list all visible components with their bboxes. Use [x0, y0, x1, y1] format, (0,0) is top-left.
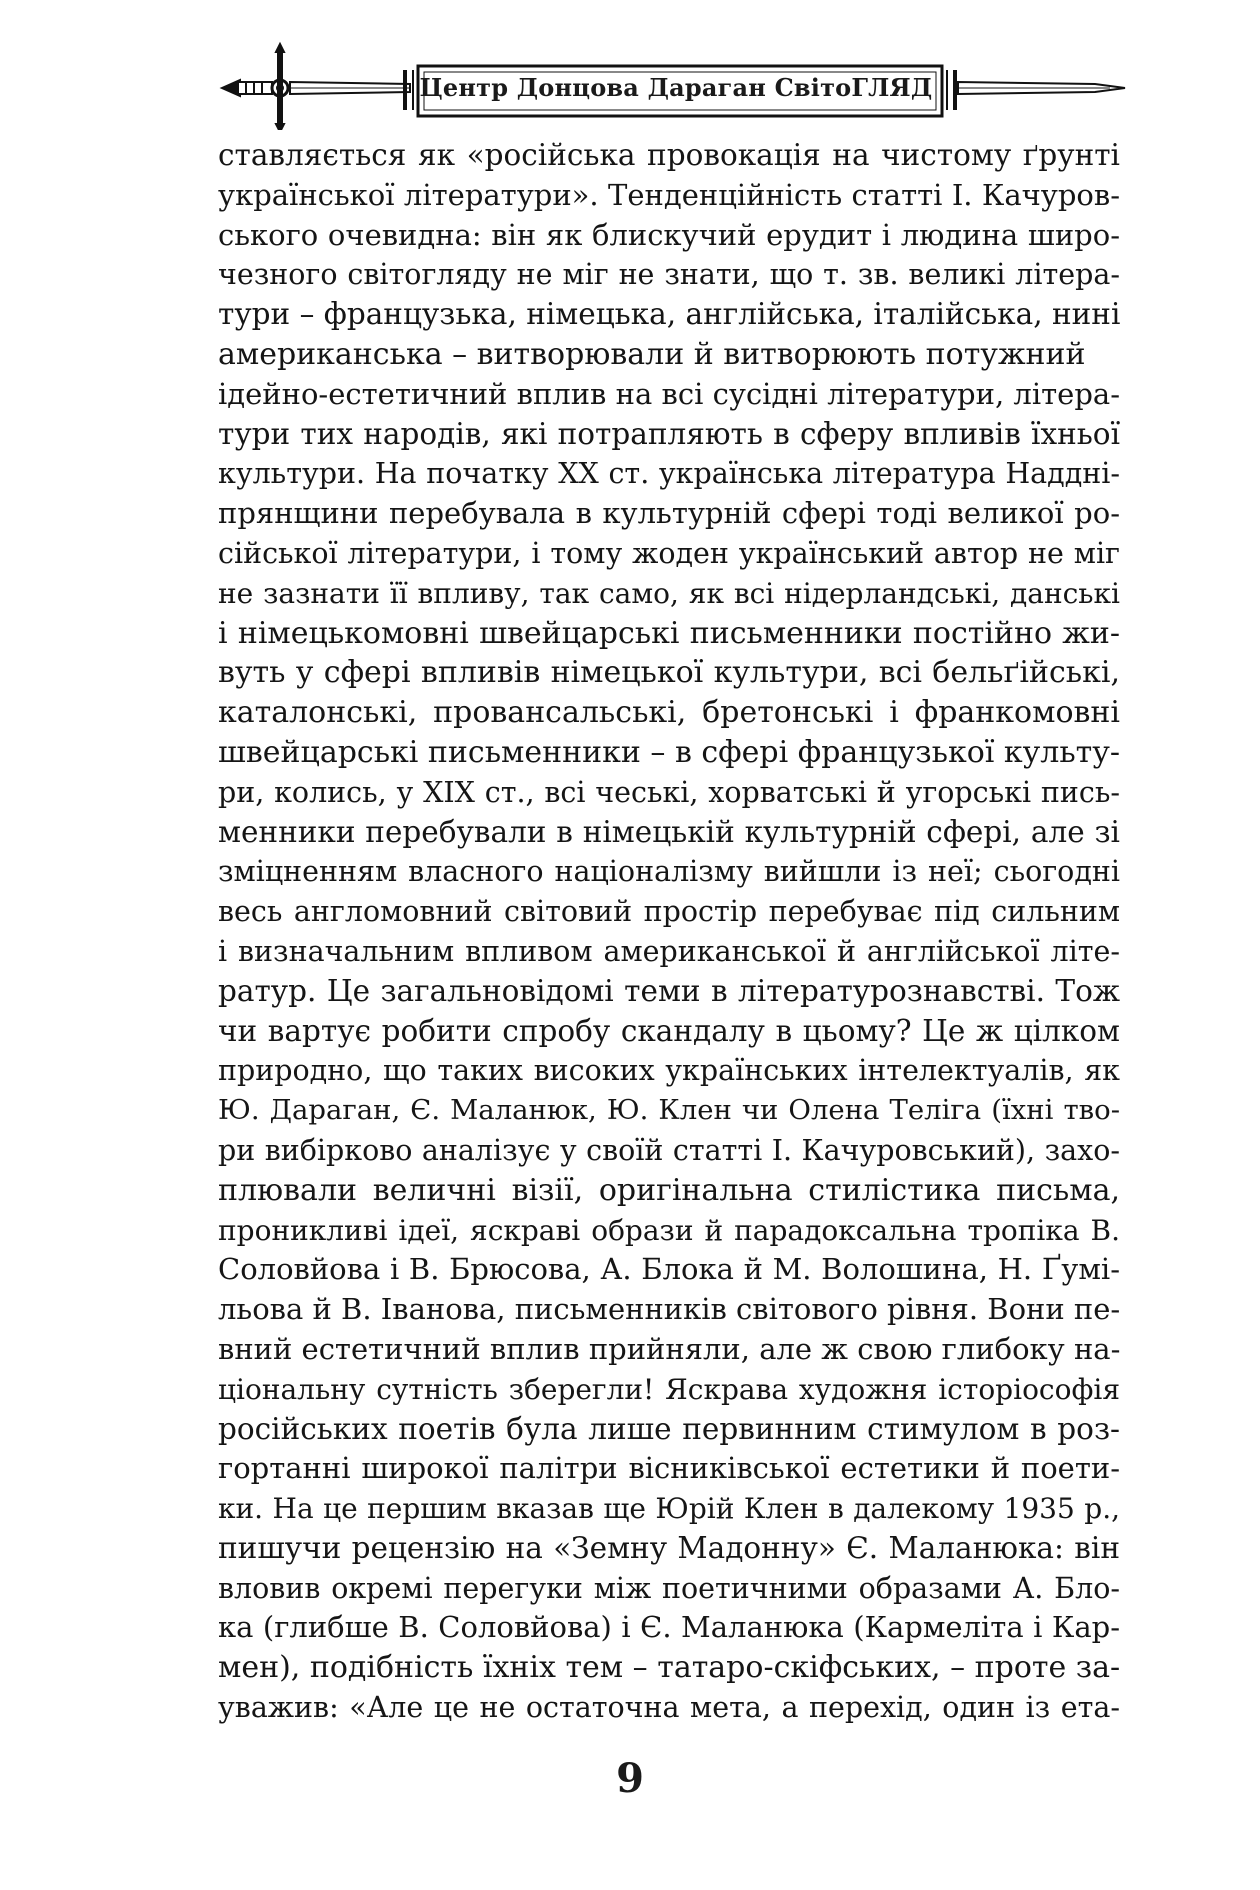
text-line: чезного світогляду не міг не знати, що т. зв. великі літера-: [218, 258, 1120, 292]
text-line: української літератури». Тенденційність статті І. Качуров-: [218, 177, 1120, 212]
text-line: пишучи рецензію на «Земну Мадонну» Є. Маланюка: він: [218, 1530, 1120, 1565]
text-line: тури тих народів, які потрапляють в сферу впливів їхньої: [218, 416, 1120, 451]
text-line: російських поетів була лише первинним стимулом в роз-: [218, 1411, 1120, 1446]
text-line: американська – витворювали й витворюють потужний: [218, 336, 1086, 372]
text-line: ри, колись, у XIX ст., всі чеські, хорватські й угорські пись-: [218, 775, 1120, 809]
text-line: вуть у сфері впливів німецької культури, всі бельґійські,: [218, 655, 1120, 691]
text-line: весь англомовний світовий простір перебуває під сильним: [218, 895, 1120, 929]
text-line: менники перебували в німецькій культурній сфері, але зі: [218, 814, 1120, 849]
text-line: льова й В. Іванова, письменників світового рівня. Вони пе-: [218, 1292, 1121, 1327]
text-line: вловив окремі перегуки між поетичними образами А. Бло-: [218, 1571, 1120, 1605]
text-line: сійської літератури, і тому жоден український автор не міг: [218, 536, 1120, 570]
text-line: ратур. Це загальновідомі теми в літературознавстві. Тож: [218, 973, 1120, 1008]
header-title: Центр Донцова Дараган СвітоГЛЯД: [419, 73, 933, 102]
text-line: ціональну сутність зберегли! Яскрава художня історіософія: [218, 1372, 1120, 1406]
text-line: ки. На це першим вказав ще Юрій Клен в далекому 1935 р.,: [218, 1492, 1120, 1526]
running-header: [0, 40, 1260, 130]
text-line: Соловйова і В. Брюсова, А. Блока й М. Волошина, Н. Ґумі-: [218, 1252, 1120, 1287]
text-line: ка (глибше В. Соловйова) і Є. Маланюка (Кармеліта і Кар-: [218, 1610, 1120, 1645]
text-line: ставляється як «російська провокація на чистому ґрунті: [218, 138, 1120, 172]
text-line: ського очевидна: він як блискучий ерудит і людина широ-: [218, 217, 1120, 252]
text-line: швейцарські письменники – в сфері французької культу-: [218, 734, 1121, 770]
text-line: ри вибірково аналізує у своїй статті І. Качуровський), захо-: [218, 1133, 1120, 1167]
text-line: гортанні широкої палітри вісниківської естетики й поети-: [218, 1451, 1120, 1486]
text-line: зміцненням власного націоналізму вийшли із неї; сьогодні: [218, 855, 1120, 889]
body-text: [218, 136, 1120, 1728]
page-number: 9: [616, 1755, 644, 1802]
text-line: Ю. Дараган, Є. Маланюк, Ю. Клен чи Олена Теліга (їхні тво-: [218, 1094, 1120, 1127]
sword-icon: [222, 44, 410, 130]
sword-icon: [958, 82, 1125, 94]
text-line: плювали величні візії, оригінальна стилістика письма,: [218, 1172, 1120, 1208]
text-line: мен), подібність їхніх тем – татаро-скіфських, – проте за-: [218, 1650, 1121, 1686]
text-line: вний естетичний вплив прийняли, але ж свою глибоку на-: [218, 1331, 1121, 1366]
text-line: природно, що таких високих українських інтелектуалів, як: [218, 1054, 1120, 1088]
text-line: і німецькомовні швейцарські письменники постійно жи-: [218, 615, 1120, 651]
text-line: культури. На початку XX ст. українська література Наддні-: [218, 457, 1120, 491]
text-line: не зазнати її впливу, так само, як всі нідерландські, данські: [218, 576, 1120, 610]
text-line: уважив: «Але це не остаточна мета, а перехід, один із ета-: [218, 1691, 1120, 1725]
text-line: каталонські, провансальські, бретонські і франкомовні: [218, 695, 1120, 731]
text-line: чи вартує робити спробу скандалу в цьому? Це ж цілком: [218, 1013, 1120, 1048]
text-line: проникливі ідеї, яскраві образи й парадоксальна тропіка В.: [218, 1213, 1120, 1247]
text-line: ідейно-естетичний вплив на всі сусідні літератури, літера-: [218, 376, 1120, 411]
text-line: тури – французька, німецька, англійська, італійська, нині: [218, 297, 1121, 332]
text-line: і визначальним впливом американської й англійської літе-: [218, 934, 1120, 968]
text-line: прянщини перебувала в культурній сфері тоді великої ро-: [218, 496, 1120, 531]
